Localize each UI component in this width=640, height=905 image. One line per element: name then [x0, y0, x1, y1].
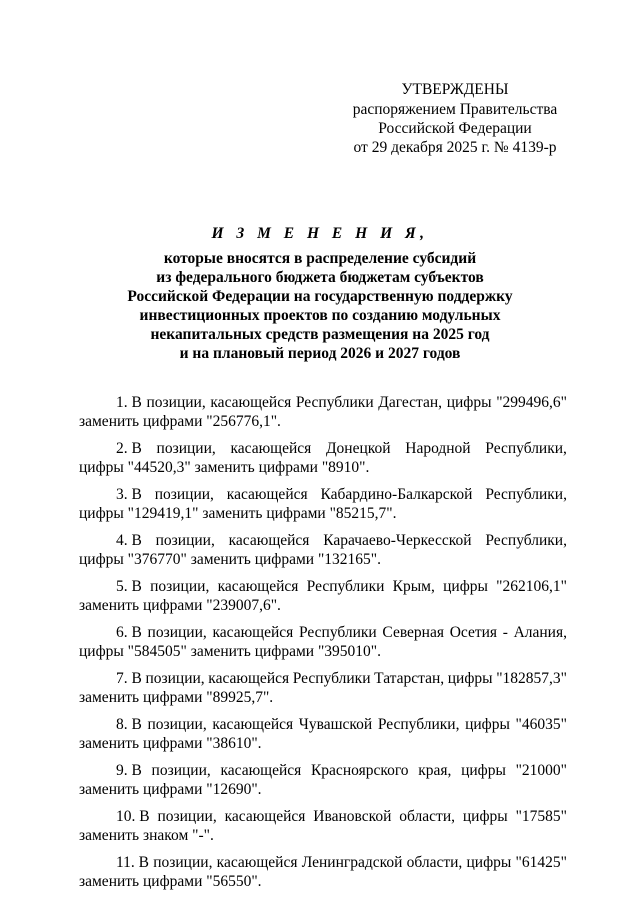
amendment-word: Донецкой [325, 440, 391, 457]
amendment-word: позиции, [147, 624, 207, 641]
amendment-second-line: заменить цифрами "89925,7". [79, 689, 274, 706]
amendment-word: позиции, [151, 762, 211, 779]
amendment-word: 10. В [116, 808, 150, 825]
amendment-word: 9. В [116, 762, 142, 779]
amendment-word: позиции, [145, 670, 205, 687]
amendment-second-line: заменить знаком "-". [79, 827, 214, 844]
amendment-first-line [79, 715, 567, 734]
approval-line: от 29 декабря 2025 г. № 4139-р [353, 139, 557, 156]
amendment-word: касающейся [226, 486, 308, 503]
amendment-item [79, 853, 567, 891]
amendment-first-line [79, 439, 567, 458]
amendment-word: Республики [295, 394, 374, 411]
amendment-word: цифры [447, 670, 493, 687]
amendment-second-line: цифры "584505" заменить цифрами "395010". [79, 643, 381, 660]
amendment-word: Северная [382, 624, 444, 641]
amendment-word: "46035" [515, 716, 567, 733]
amendment-first-line [79, 577, 567, 596]
title-line: из федерального бюджета бюджетам субъектов [156, 269, 484, 286]
amendment-item [79, 393, 567, 431]
amendment-second-line: заменить цифрами "38610". [79, 735, 262, 752]
amendment-word: цифры [443, 578, 488, 595]
amendment-word: Республики [292, 670, 371, 687]
amendment-word: "61425" [515, 854, 567, 871]
amendment-word: 3. В [116, 486, 142, 503]
amendment-first-line [79, 393, 567, 412]
amendment-word: области, [399, 808, 455, 825]
amendment-word: Ленинградской [301, 854, 403, 871]
amendment-word: 4. В [116, 532, 142, 549]
amendment-word: касающейся [228, 532, 310, 549]
amendment-word: Республики, [485, 532, 567, 549]
amendment-word: Чувашской [298, 716, 373, 733]
amendment-second-line: цифры "129419,1" заменить цифрами "85215,7". [79, 505, 397, 522]
amendment-word: позиции, [150, 578, 210, 595]
amendment-word: касающейся [208, 670, 290, 687]
amendment-word: Алания, [513, 624, 567, 641]
document-title [0, 224, 640, 363]
approval-heading: УТВЕРЖДЕНЫ [401, 81, 509, 98]
amendment-word: 7. В [116, 670, 142, 687]
amendment-item [79, 623, 567, 661]
title-line: Российской Федерации на государственную поддержку [127, 288, 513, 305]
title-line: и на плановый период 2026 и 2027 годов [179, 345, 461, 362]
amendment-item [79, 715, 567, 753]
amendment-word: цифры [461, 762, 506, 779]
amendment-second-line: цифры "44520,3" заменить цифрами "8910". [79, 459, 370, 476]
amendment-word: 8. В [116, 716, 142, 733]
amendment-list [79, 393, 567, 899]
approval-block [340, 80, 570, 157]
title-line: которые вносятся в распределение субсидий [163, 250, 477, 267]
amendment-word: Осетия [449, 624, 498, 641]
amendment-first-line [79, 669, 567, 688]
amendment-item [79, 577, 567, 615]
amendment-word: Республики [298, 624, 377, 641]
approval-line: распоряжением Правительства [352, 101, 558, 118]
amendment-first-line [79, 485, 567, 504]
amendment-second-line: заменить цифрами "256776,1". [79, 413, 281, 430]
amendment-word: Республики, [485, 486, 567, 503]
amendment-word: касающейся [217, 578, 299, 595]
title-line: некапитальных средств размещения на 2025 год [150, 326, 490, 343]
approval-line: Российской Федерации [378, 120, 532, 137]
amendment-word: касающейся [216, 854, 298, 871]
amendment-word: касающейся [230, 440, 312, 457]
amendment-word: касающейся [212, 624, 294, 641]
amendment-word: позиции, [154, 486, 214, 503]
amendment-word: Красноярского [310, 762, 409, 779]
amendment-word: "21000" [515, 762, 567, 779]
amendment-word: касающейся [210, 394, 292, 411]
amendment-item [79, 485, 567, 523]
amendment-second-line: заменить цифрами "239007,6". [79, 597, 281, 614]
amendment-word: касающейся [224, 808, 306, 825]
amendment-word: 2. В [116, 440, 142, 457]
amendment-word: Крым, [392, 578, 435, 595]
amendment-first-line [79, 531, 567, 550]
amendment-item [79, 807, 567, 845]
amendment-word: "262106,1" [496, 578, 567, 595]
amendment-word: "299496,6" [496, 394, 567, 411]
amendment-item [79, 439, 567, 477]
amendment-word: - [502, 624, 508, 641]
amendment-second-line: заменить цифрами "12690". [79, 781, 262, 798]
amendment-first-line [79, 623, 567, 642]
amendment-word: Дагестан, [378, 394, 443, 411]
amendment-word: Республики, [377, 716, 460, 733]
amendment-word: края, [418, 762, 452, 779]
amendment-word: "182857,3" [496, 670, 567, 687]
amendment-second-line: заменить цифрами "56550". [79, 873, 262, 890]
amendment-word: касающейся [220, 762, 302, 779]
amendment-word: 1. В [116, 394, 142, 411]
amendment-word: Карачаево-Черкесской [323, 532, 472, 549]
amendment-item [79, 531, 567, 569]
amendment-word: области, [406, 854, 463, 871]
amendment-word: Ивановской [313, 808, 392, 825]
amendment-word: 5. В [116, 578, 142, 595]
amendment-word: позиции, [147, 716, 207, 733]
amendment-first-line [79, 807, 567, 826]
amendment-word: Татарстан, [374, 670, 445, 687]
amendment-word: 11. В [116, 854, 150, 871]
amendment-word: позиции, [156, 440, 216, 457]
amendment-word: цифры [446, 394, 492, 411]
amendment-item [79, 669, 567, 707]
amendment-word: "17585" [515, 808, 567, 825]
amendment-word: цифры [465, 716, 510, 733]
amendment-word: позиции, [153, 854, 213, 871]
amendment-word: цифры [466, 854, 512, 871]
amendment-word: касающейся [212, 716, 294, 733]
amendment-word: позиции, [155, 532, 215, 549]
amendment-word: Народной [405, 440, 471, 457]
amendment-item [79, 761, 567, 799]
title-main: И З М Е Н Е Н И Я, [211, 225, 429, 242]
amendment-first-line [79, 853, 567, 872]
amendment-first-line [79, 761, 567, 780]
title-subtitle [0, 249, 640, 363]
amendment-word: Республики, [485, 440, 567, 457]
amendment-word: Кабардино-Балкарской [320, 486, 473, 503]
amendment-second-line: цифры "376770" заменить цифрами "132165". [79, 551, 381, 568]
amendment-word: позиции, [146, 394, 206, 411]
amendment-word: позиции, [157, 808, 217, 825]
amendment-word: 6. В [116, 624, 142, 641]
title-line: инвестиционных проектов по созданию модульных [139, 307, 501, 324]
amendment-word: Республики [306, 578, 385, 595]
amendment-word: цифры [462, 808, 508, 825]
